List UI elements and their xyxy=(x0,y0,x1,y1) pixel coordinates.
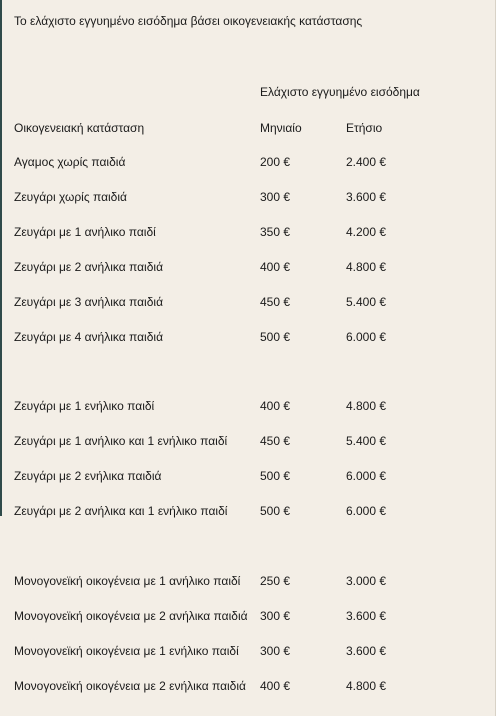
table-row xyxy=(0,329,496,345)
row-annual: 5.400 € xyxy=(346,434,387,448)
row-status: Ζευγάρι χωρίς παιδιά xyxy=(14,190,127,204)
table-row xyxy=(0,433,496,449)
row-status: Ζευγάρι με 2 ανήλικα και 1 ενήλικο παιδί xyxy=(14,504,228,518)
table-row xyxy=(0,643,496,659)
row-annual: 4.800 € xyxy=(346,260,387,274)
row-status: Ζευγάρι με 2 ανήλικα παιδιά xyxy=(14,260,164,274)
row-annual: 2.400 € xyxy=(346,155,387,169)
row-status: Αγαμος χωρίς παιδιά xyxy=(14,155,126,169)
row-monthly: 500 € xyxy=(260,469,291,483)
table-row xyxy=(0,678,496,694)
row-status: Ζευγάρι με 1 ανήλικο και 1 ενήλικο παιδί xyxy=(14,434,228,448)
row-monthly: 250 € xyxy=(260,574,291,588)
table-row xyxy=(0,398,496,414)
row-monthly: 350 € xyxy=(260,225,291,239)
row-monthly: 300 € xyxy=(260,644,291,658)
row-monthly: 500 € xyxy=(260,504,291,518)
column-header-status: Οικογενειακή κατάσταση xyxy=(14,121,145,135)
row-annual: 6.000 € xyxy=(346,504,387,518)
row-annual: 3.600 € xyxy=(346,609,387,623)
table-row xyxy=(0,189,496,205)
row-annual: 6.000 € xyxy=(346,330,387,344)
table-row xyxy=(0,259,496,275)
row-status: Μονογονεϊκή οικογένεια με 2 ανήλικα παιδιά xyxy=(14,609,248,623)
income-group-header: Ελάχιστο εγγυημένο εισόδημα xyxy=(260,85,420,99)
row-status: Μονογονεϊκή οικογένεια με 1 ανήλικο παιδί xyxy=(14,574,241,588)
row-annual: 5.400 € xyxy=(346,295,387,309)
row-monthly: 450 € xyxy=(260,434,291,448)
column-header-annual: Ετήσιο xyxy=(346,121,383,135)
row-status: Ζευγάρι με 3 ανήλικα παιδιά xyxy=(14,295,164,309)
row-monthly: 400 € xyxy=(260,399,291,413)
table-row xyxy=(0,154,496,170)
table-row xyxy=(0,468,496,484)
table-row xyxy=(0,573,496,589)
table-row xyxy=(0,503,496,519)
row-status: Ζευγάρι με 1 ανήλικο παιδί xyxy=(14,225,156,239)
table-row xyxy=(0,608,496,624)
row-annual: 3.600 € xyxy=(346,644,387,658)
row-annual: 4.200 € xyxy=(346,225,387,239)
row-status: Ζευγάρι με 2 ενήλικα παιδιά xyxy=(14,469,162,483)
row-status: Ζευγάρι με 1 ενήλικο παιδί xyxy=(14,399,155,413)
row-monthly: 300 € xyxy=(260,190,291,204)
row-status: Ζευγάρι με 4 ανήλικα παιδιά xyxy=(14,330,164,344)
row-annual: 3.600 € xyxy=(346,190,387,204)
row-status: Μονογονεϊκή οικογένεια με 2 ενήλικα παιδιά xyxy=(14,679,246,693)
row-monthly: 450 € xyxy=(260,295,291,309)
row-annual: 4.800 € xyxy=(346,399,387,413)
row-annual: 3.000 € xyxy=(346,574,387,588)
column-header-monthly: Μηνιαίο xyxy=(260,121,302,135)
row-status: Μονογονεϊκή οικογένεια με 1 ενήλικο παιδί xyxy=(14,644,239,658)
column-header-row xyxy=(0,120,496,136)
row-monthly: 200 € xyxy=(260,155,291,169)
row-annual: 6.000 € xyxy=(346,469,387,483)
row-monthly: 400 € xyxy=(260,679,291,693)
table-row xyxy=(0,294,496,310)
row-monthly: 500 € xyxy=(260,330,291,344)
table-row xyxy=(0,224,496,240)
row-monthly: 400 € xyxy=(260,260,291,274)
row-annual: 4.800 € xyxy=(346,679,387,693)
page-title: Το ελάχιστο εγγυημένο εισόδημα βάσει οικογενειακής κατάστασης xyxy=(14,14,363,28)
row-monthly: 300 € xyxy=(260,609,291,623)
